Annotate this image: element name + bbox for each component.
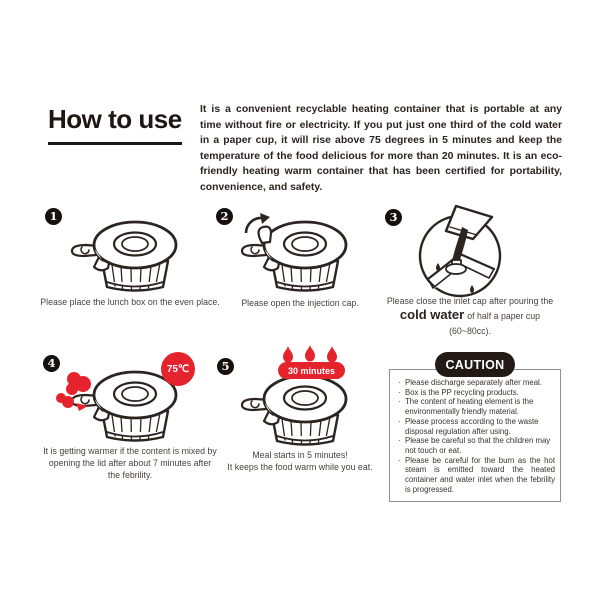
temperature-badge: 75℃ xyxy=(161,352,195,386)
step-3-caption-line2: cold water of half a paper cup (60~80cc). xyxy=(399,307,541,336)
caution-item: · Box is the PP recycling products. xyxy=(398,388,555,398)
pouring-water-illustration xyxy=(380,203,560,303)
step-5-caption: Meal starts in 5 minutes! It keeps the food warm while you eat. xyxy=(227,450,373,472)
step-2-number-icon: 2 xyxy=(216,208,233,225)
step-5 xyxy=(210,345,390,495)
page-title: How to use xyxy=(48,104,182,145)
caution-item: · Please discharge separately after meal. xyxy=(398,378,555,388)
step-2 xyxy=(210,203,390,353)
flame-icon xyxy=(283,345,337,363)
caution-item: · Please be careful for the burn as the hot steam is emitted toward the heated container and water inlet when the febrility is progressed. xyxy=(398,456,555,495)
step-4-number-icon: 4 xyxy=(43,355,60,372)
step-3-caption-line1: Please close the inlet cap after pouring the xyxy=(386,296,554,306)
lunchbox-open-cap-illustration xyxy=(210,203,390,295)
step-3-caption xyxy=(380,295,560,339)
step-2-caption: Please open the injection cap. xyxy=(241,298,359,308)
duration-badge: 30 minutes xyxy=(278,362,345,379)
step-1-number-icon: 1 xyxy=(45,208,62,225)
caution-label: CAUTION xyxy=(435,352,515,377)
cold-water-highlight: cold water xyxy=(399,307,465,322)
step-5-number-icon: 5 xyxy=(217,358,234,375)
caution-item: · The content of heating element is the environmentally friendly material. xyxy=(398,397,555,416)
lunchbox-illustration xyxy=(40,203,220,295)
open-cap-icon xyxy=(259,227,271,243)
caution-item: · Please process according to the waste disposal regulation after using. xyxy=(398,417,555,436)
step-4-caption: It is getting warmer if the content is mixed by opening the lid after about 7 minutes after the febrility. xyxy=(43,446,217,480)
intro-paragraph: It is a convenient recyclable heating container that is portable at any time without fire or electricity. If you put just one third of the cold water in a paper cup, it will rise above 75 degrees in 5 minutes and keep the temperature of the food delicious for more than 20 minutes. It is an eco-friendly heating warm container that has been certified for portability, convenience, and safety. xyxy=(200,104,562,193)
step-1-caption: Please place the lunch box on the even place. xyxy=(40,297,220,307)
caution-box xyxy=(389,369,561,502)
step-1 xyxy=(40,203,220,353)
caution-item: · Please be careful so that the children may not touch or eat. xyxy=(398,436,555,455)
caution-list xyxy=(398,378,555,494)
step-3-number-icon: 3 xyxy=(385,209,402,226)
step-4 xyxy=(40,353,220,503)
caution-panel xyxy=(389,352,561,502)
step-3 xyxy=(380,203,560,353)
